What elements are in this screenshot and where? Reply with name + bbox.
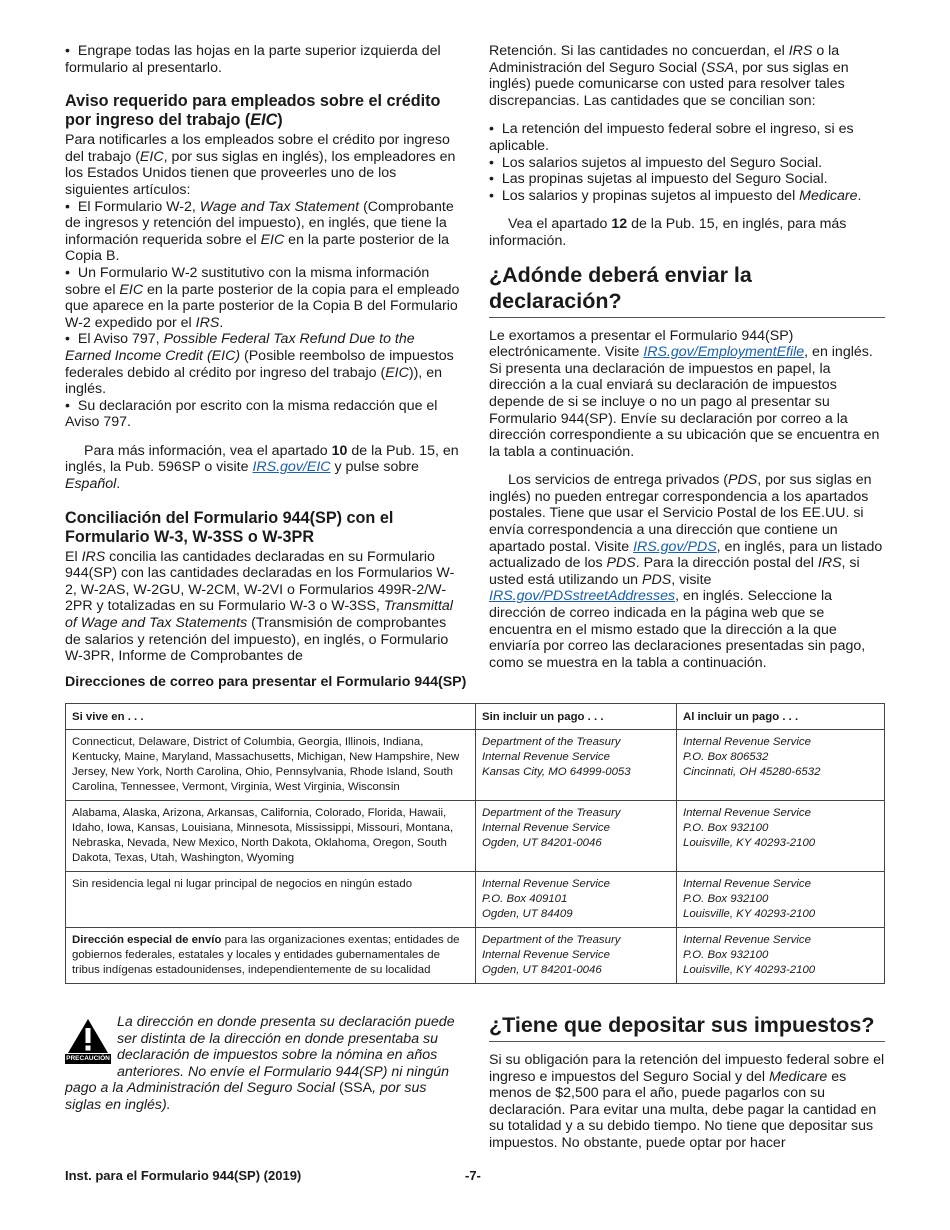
pds-street-addresses-link[interactable]: IRS.gov/PDSstreetAddresses bbox=[489, 588, 676, 605]
table-row bbox=[66, 928, 885, 984]
row-states: Connecticut, Delaware, District of Columbia, Georgia, Illinois, Indiana, Kentucky, Maine, Maryland, Massachusetts, Michigan, New Hampshire, New Jersey, New York, North Carolina, Ohio, Pennsylvania, Rhode Island, South Carolina, Tennessee, Vermont, Virginia, West Virginia, Wisconsin bbox=[66, 730, 476, 801]
eic-bullet-1: • El Formulario W-2, Wage and Tax Statement (Comprobante de ingresos y retención del impuesto), en inglés, que tiene la información requerida sobre el EIC en la parte posterior de la Copia B. bbox=[65, 199, 460, 265]
mailing-address-table bbox=[65, 703, 885, 984]
reconciled-bullet-4: • Los salarios y propinas sujetos al impuesto del Medicare. bbox=[489, 188, 885, 205]
footer-form-title: Inst. para el Formulario 944(SP) (2019) bbox=[65, 1168, 302, 1183]
row-address-with-payment: Internal Revenue Service P.O. Box 932100 Louisville, KY 40293-2100 bbox=[677, 872, 885, 928]
reconciliation-paragraph: El IRS concilia las cantidades declaradas en su Formulario 944(SP) con las cantidades declaradas en los Formularios W-2, W-2AS, W-2GU, W-2CM, W-2VI o Formularios 499R-2/W-2PR y totalizadas en su Formulario W-3 o W-3SS, Transmittal of Wage and Tax Statements (Transmisión de comprobantes de salarios y retención del impuesto), en inglés, o Formulario W-3PR, Informe de Comprobantes de bbox=[65, 548, 455, 665]
mailing-table-title: Direcciones de correo para presentar el Formulario 944(SP) bbox=[65, 674, 467, 690]
deposit-paragraph: Si su obligación para la retención del impuesto federal sobre el ingreso e impuestos del Seguro Social y del Medicare es menos de $2,500 para el año, puede pagarlos con su declaración. Para evitar una multa, debe pagar la cantidad en su totalidad y a su debido tiempo. No tiene que depositar sus impuestos. No obstante, puede optar por hacer bbox=[489, 1052, 885, 1151]
employment-efile-link[interactable]: IRS.gov/EmploymentEfile bbox=[643, 344, 805, 361]
where-to-file-paragraph: Le exortamos a presentar el Formulario 944(SP) electrónicamente. Visite IRS.gov/EmploymentEfile, en inglés. Si presenta una declaración de impuestos en papel, la dirección a la cual enviará su declaración de impuestos depende de si se incluye o no un pago al presentar su Formulario 944(SP). Envíe su declaración por correo a la dirección correspondiente a su ubicación que se encuentra en la tabla a continuación. bbox=[489, 327, 880, 460]
irs-eic-link[interactable]: IRS.gov/EIC bbox=[252, 459, 331, 476]
deposit-heading: ¿Tiene que depositar sus impuestos? bbox=[489, 1012, 885, 1042]
irs-pds-link[interactable]: IRS.gov/PDS bbox=[633, 538, 717, 555]
table-row bbox=[66, 730, 885, 801]
reconciled-bullet-2: • Los salarios sujetos al impuesto del Seguro Social. bbox=[489, 155, 885, 172]
pds-paragraph: Los servicios de entrega privados (PDS, por sus siglas en inglés) no pueden entregar correspondencia a los apartados postales. Tiene que usar el Servicio Postal de los EE.UU. si envía correspondencia a una dirección que contiene un apartado postal. Visite IRS.gov/PDS, en inglés, para un listado actualizado de los PDS. Para la dirección postal del IRS, si usted está utilizando un PDS, visite IRS.gov/PDSstreetAddresses, en inglés. Seleccione la dirección de correo indicada en la página web que se encuentra en el mismo estado que la dirección a la que enviaría por correo las declaraciones presentadas sin pago, como se muestra en la tabla a continuación. bbox=[489, 472, 883, 671]
right-column bbox=[489, 43, 885, 671]
reconciled-bullet-1: • La retención del impuesto federal sobre el ingreso, si es aplicable. bbox=[489, 121, 885, 154]
row-states: Alabama, Alaska, Arizona, Arkansas, California, Colorado, Florida, Hawaii, Idaho, Iowa, Kansas, Louisiana, Minnesota, Mississippi, Missouri, Montana, Nebraska, Nevada, New Mexico, North Dakota, Oklahoma, Oregon, South Dakota, Texas, Utah, Washington, Wyoming bbox=[66, 801, 476, 872]
reconciled-bullet-3: • Las propinas sujetas al impuesto del Seguro Social. bbox=[489, 171, 885, 188]
row-address-with-payment: Internal Revenue Service P.O. Box 932100 Louisville, KY 40293-2100 bbox=[677, 928, 885, 984]
eic-bullet-4: • Su declaración por escrito con la misma redacción que el Aviso 797. bbox=[65, 398, 460, 431]
eic-more-info: Para más información, vea el apartado 10 de la Pub. 15, en inglés, la Pub. 596SP o visite IRS.gov/EIC y pulse sobre Español. bbox=[65, 442, 459, 493]
eic-bullet-3: • El Aviso 797, Possible Federal Tax Refund Due to the Earned Income Credit (EIC) (Posible reembolso de impuestos federales debido al crédito por ingreso del trabajo (EIC)), en inglés. bbox=[65, 331, 460, 397]
row-address-with-payment: Internal Revenue Service P.O. Box 932100 Louisville, KY 40293-2100 bbox=[677, 801, 885, 872]
row-address-no-payment: Department of the Treasury Internal Revenue Service Kansas City, MO 64999-0053 bbox=[476, 730, 677, 801]
staple-bullet: • Engrape todas las hojas en la parte superior izquierda del formulario al presentarlo. bbox=[65, 43, 460, 76]
row-address-no-payment: Internal Revenue Service P.O. Box 409101 Ogden, UT 84409 bbox=[476, 872, 677, 928]
left-column bbox=[65, 43, 460, 665]
where-to-file-heading: ¿Adónde deberá enviar la declaración? bbox=[489, 262, 885, 318]
table-row bbox=[66, 872, 885, 928]
header-with-payment: Al incluir un pago . . . bbox=[677, 704, 885, 730]
eic-paragraph: Para notificarles a los empleados sobre el crédito por ingreso del trabajo (EIC, por sus siglas en inglés), los empleadores en los Estados Unidos tienen que proveerles uno de los siguientes artículos: bbox=[65, 132, 456, 198]
table-header-row bbox=[66, 704, 885, 730]
header-where-you-live: Si vive en . . . bbox=[66, 704, 476, 730]
eic-heading: Aviso requerido para empleados sobre el crédito por ingreso del trabajo (EIC) bbox=[65, 92, 441, 130]
row-address-no-payment: Department of the Treasury Internal Revenue Service Ogden, UT 84201-0046 bbox=[476, 801, 677, 872]
table-row bbox=[66, 801, 885, 872]
row-address-no-payment: Department of the Treasury Internal Revenue Service Ogden, UT 84201-0046 bbox=[476, 928, 677, 984]
caution-icon-label: PRECAUCIÓN bbox=[66, 1055, 110, 1062]
caution-note: PRECAUCIÓN La dirección en donde presenta su declaración puede ser distinta de la dirección en donde presentaba su declaración de impuestos sobre la nómina en años anteriores. No envíe el Formulario 944(SP) ni ningún pago a la Administración del Seguro Social (SSA, por sus siglas en inglés). bbox=[65, 1014, 455, 1113]
header-without-payment: Sin incluir un pago . . . bbox=[476, 704, 677, 730]
reconciliation-heading: Conciliación del Formulario 944(SP) con el Formulario W-3, W-3SS o W-3PR bbox=[65, 508, 394, 546]
see-section-12: Vea el apartado 12 de la Pub. 15, en inglés, para más información. bbox=[489, 216, 847, 249]
page-number: -7- bbox=[465, 1168, 481, 1183]
eic-bullet-2: • Un Formulario W-2 sustitutivo con la misma información sobre el EIC en la parte posterior de la copia para el empleado que aparece en la parte posterior de la Copia B del Formulario W-2 expedido por el IRS. bbox=[65, 265, 460, 331]
reconciliation-continued: Retención. Si las cantidades no concuerdan, el IRS o la Administración del Seguro Social (SSA, por sus siglas en inglés) puede comunicarse con usted para resolver tales discrepancias. Las cantidades que se concilian son: bbox=[489, 43, 849, 109]
row-states: Sin residencia legal ni lugar principal de negocios en ningún estado bbox=[66, 872, 476, 928]
caution-icon bbox=[65, 1018, 111, 1064]
caution-text: La dirección en donde presenta su declaración puede ser distinta de la dirección en donde presentaba su declaración de impuestos sobre la nómina en años anteriores. No envíe el Formulario 944(SP) ni ningún pago a la Administración del Seguro Social bbox=[65, 1014, 455, 1097]
row-address-with-payment: Internal Revenue Service P.O. Box 806532 Cincinnati, OH 45280-6532 bbox=[677, 730, 885, 801]
warning-triangle-icon bbox=[67, 1018, 109, 1054]
row-states: Dirección especial de envío para las organizaciones exentas; entidades de gobiernos federales, estatales y locales y entidades gubernamentales de tribus indígenas estadounidenses, independientemente de su localidad bbox=[66, 928, 476, 984]
deposit-section bbox=[489, 1012, 885, 1152]
